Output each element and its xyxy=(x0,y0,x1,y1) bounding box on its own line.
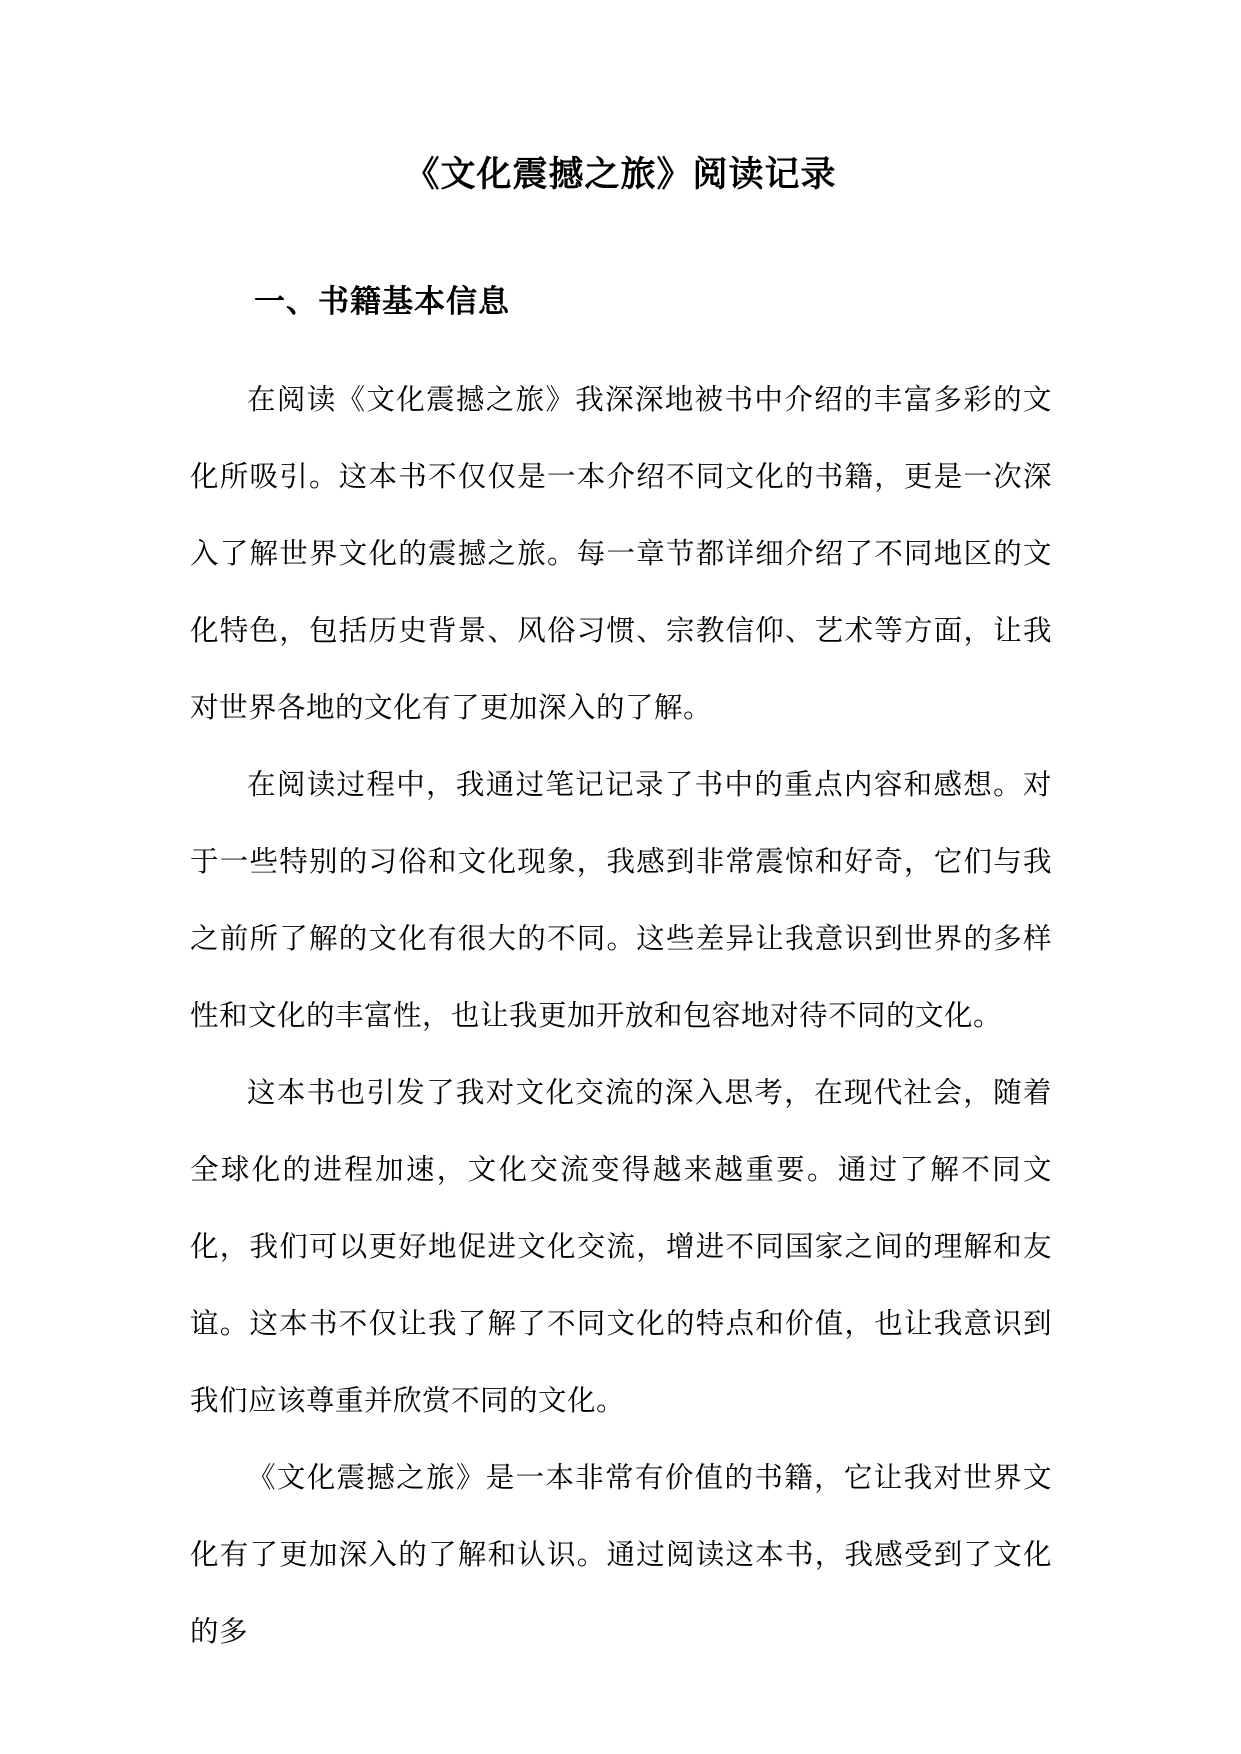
paragraph: 《文化震撼之旅》是一本非常有价值的书籍，它让我对世界文化有了更加深入的了解和认识。通过阅读这本书，我感受到了文化的多 xyxy=(190,1461,1052,1648)
document-title: 《文化震撼之旅》阅读记录 xyxy=(404,154,837,195)
document-body xyxy=(190,361,1052,1670)
paragraph: 这本书也引发了我对文化交流的深入思考，在现代社会，随着全球化的进程加速，文化交流变得越来越重要。通过了解不同文化，我们可以更好地促进文化交流，增进不同国家之间的理解和友谊。这本书不仅让我了解了不同文化的特点和价值，也让我意识到我们应该尊重并欣赏不同的文化。 xyxy=(190,1076,1052,1417)
section-heading: 一、书籍基本信息 xyxy=(254,284,510,320)
paragraph: 在阅读《文化震撼之旅》我深深地被书中介绍的丰富多彩的文化所吸引。这本书不仅仅是一本介绍不同文化的书籍，更是一次深入了解世界文化的震撼之旅。每一章节都详细介绍了不同地区的文化特色，包括历史背景、风俗习惯、宗教信仰、艺术等方面，让我对世界各地的文化有了更加深入的了解。 xyxy=(190,383,1052,724)
paragraph: 在阅读过程中，我通过笔记记录了书中的重点内容和感想。对于一些特别的习俗和文化现象，我感到非常震惊和好奇，它们与我之前所了解的文化有很大的不同。这些差异让我意识到世界的多样性和文化的丰富性，也让我更加开放和包容地对待不同的文化。 xyxy=(190,768,1052,1032)
